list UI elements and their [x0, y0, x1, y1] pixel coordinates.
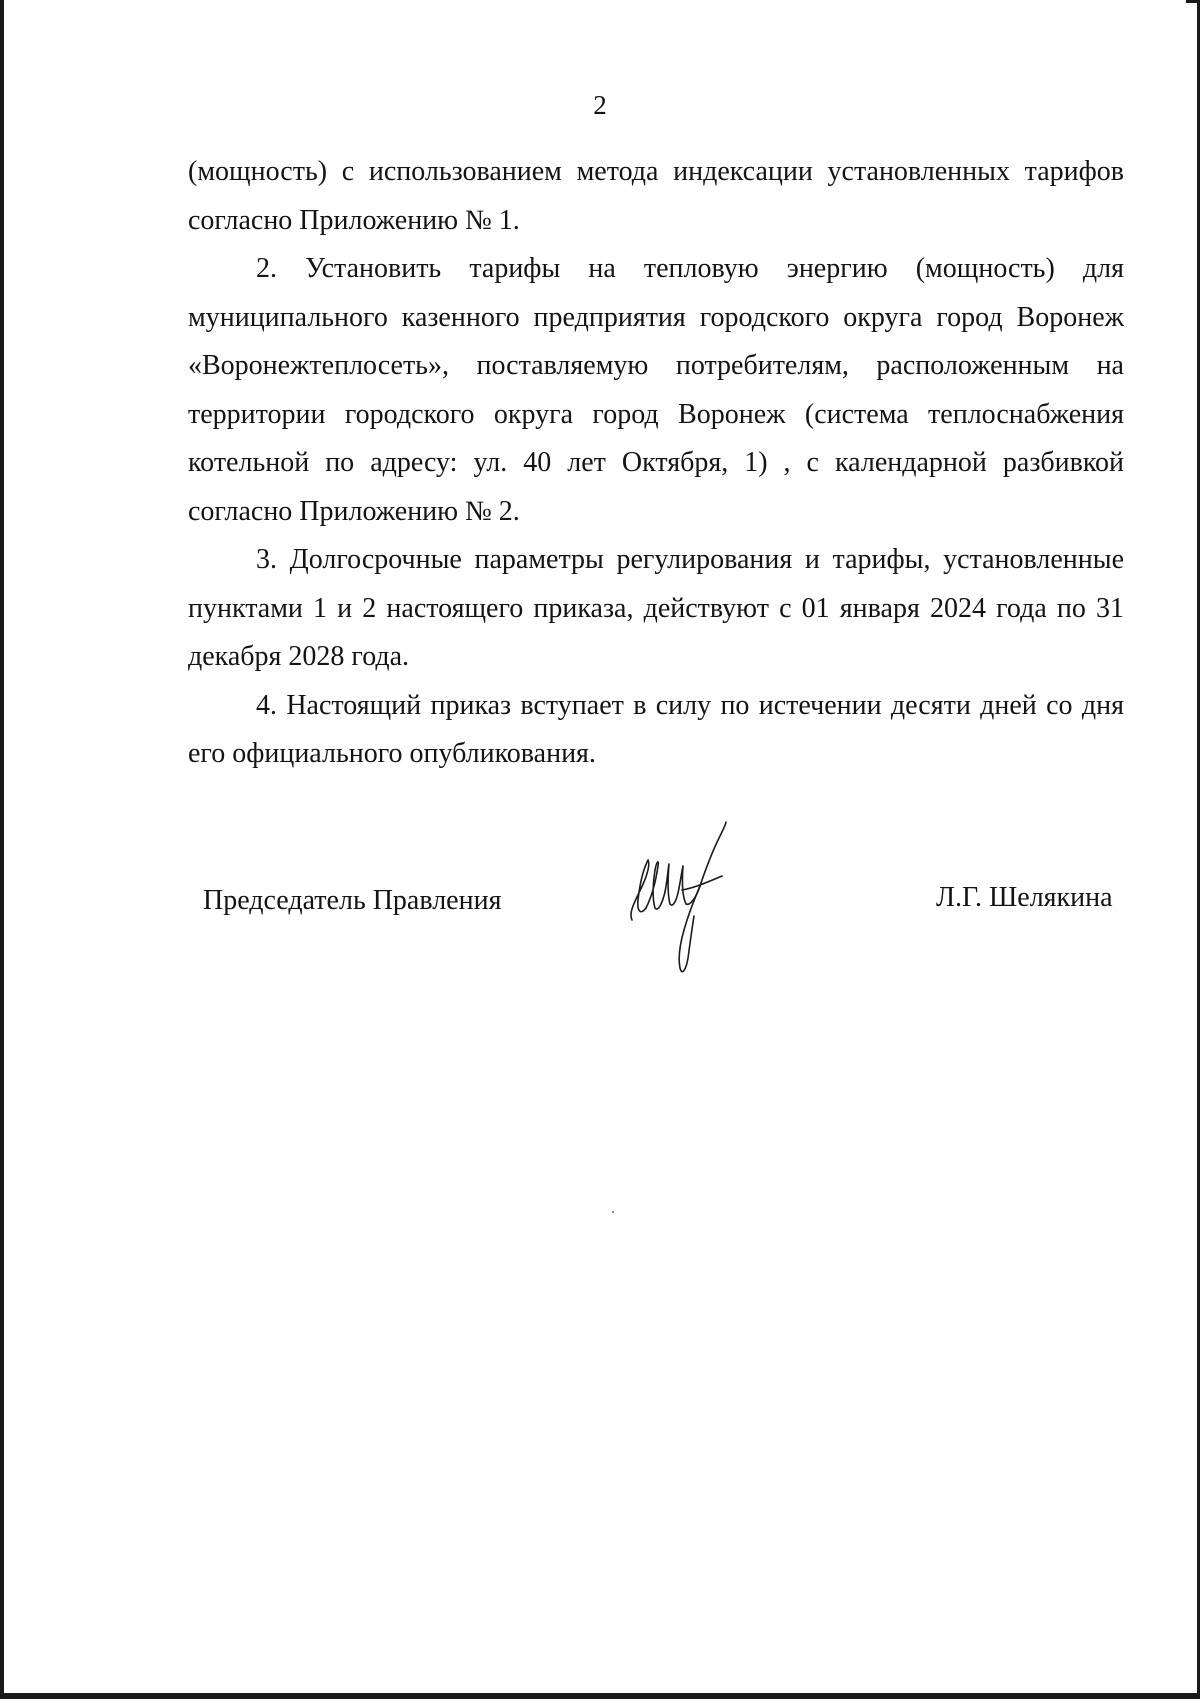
page-number: 2	[593, 90, 607, 120]
paragraph-continuation: (мощность) с использованием метода индексации установленных тарифов согласно Приложению № 1.	[188, 156, 1124, 236]
paragraph-item-3: 3. Долгосрочные параметры регулирования и тарифы, установленные пунктами 1 и 2 настоящего приказа, действуют с 01 января 2024 года по 31 декабря 2028 года.	[188, 544, 1124, 672]
scan-border-bottom	[0, 1693, 1200, 1699]
paragraph-item-4: 4. Настоящий приказ вступает в силу по истечении десяти дней со дня его официального опубликования.	[188, 689, 1124, 769]
signatory-name: Л.Г. Шелякина	[936, 882, 1113, 913]
scan-speck	[612, 1211, 614, 1213]
document-body	[188, 148, 1124, 779]
paragraph-item-2: 2. Установить тарифы на тепловую энергию (мощность) для муниципального казенного предприятия городского округа город Воронеж «Воронежтеплосеть», поставляемую потребителям, расположенным на территории городского округа город Воронеж (система теплоснабжения котельной по адресу: ул. 40 лет Октября, 1) , с календарной разбивкой согласно Приложению № 2.	[188, 253, 1124, 527]
handwritten-signature	[622, 820, 772, 980]
signatory-title: Председатель Правления	[203, 885, 502, 916]
scan-border-left	[0, 0, 4, 1699]
scan-border-top-right	[1186, 0, 1200, 3]
